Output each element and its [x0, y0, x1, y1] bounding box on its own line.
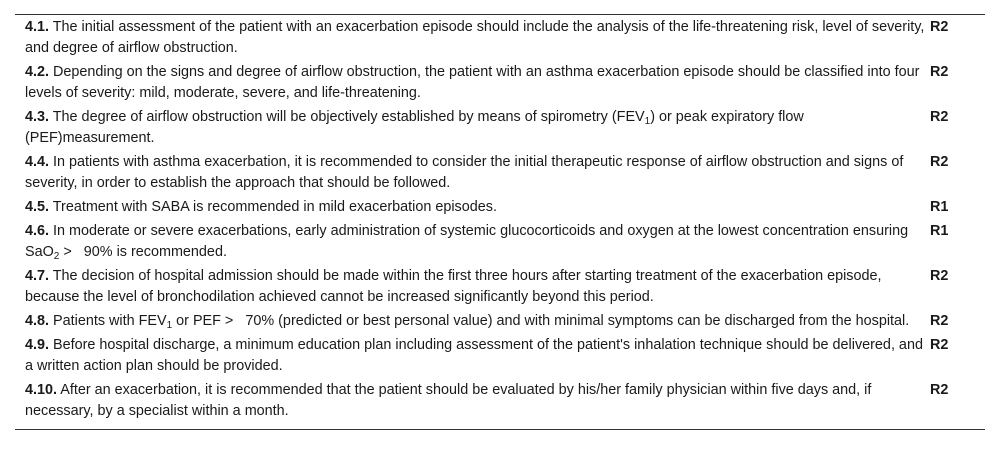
recommendation-number: 4.10.: [25, 382, 58, 398]
subscript: 1: [644, 116, 651, 127]
subscript: 2: [53, 251, 60, 262]
table-row: [15, 105, 990, 150]
recommendation-text: [15, 195, 925, 219]
recommendation-text: [15, 15, 925, 60]
recommendation-number: 4.2.: [25, 64, 50, 80]
recommendation-body: The degree of airflow obstruction will be objectively established by means of spirometry (FEV: [52, 109, 645, 125]
recommendation-number: 4.4.: [25, 154, 50, 170]
recommendation-number: 4.5.: [25, 199, 50, 215]
recommendation-grade: R1: [930, 223, 949, 239]
table-row: [15, 60, 990, 105]
recommendation-body: Before hospital discharge, a minimum education plan including assessment of the patient's inhalation technique should be delivered, and a written action plan should be provided.: [25, 337, 923, 374]
table-row: [15, 309, 990, 333]
recommendation-number: 4.1.: [25, 19, 50, 35]
recommendation-grade: R1: [930, 199, 949, 215]
recommendation-text: [15, 60, 925, 105]
table-row: [15, 378, 990, 423]
recommendation-text: [15, 378, 925, 423]
recommendation-body-end: 90% is recommended.: [83, 244, 227, 260]
subscript: 1: [166, 320, 173, 331]
table-row: [15, 264, 990, 309]
recommendation-grade: R2: [930, 337, 949, 353]
recommendations-table: [15, 14, 985, 430]
recommendation-number: 4.8.: [25, 313, 50, 329]
recommendation-grade: R2: [930, 19, 949, 35]
table-row: [15, 150, 990, 195]
recommendation-body: In patients with asthma exacerbation, it is recommended to consider the initial therapeutic response of airflow obstruction and signs of severity, in order to establish the approach that should be followed.: [25, 154, 904, 191]
recommendation-grade: R2: [930, 268, 949, 284]
recommendation-body: The decision of hospital admission should be made within the first three hours after starting treatment of the exacerbation episode, because the level of bronchodilation achieved cannot be increased significantly beyond this period.: [25, 268, 882, 305]
recommendation-text: [15, 333, 925, 378]
recommendation-text: [15, 264, 925, 309]
recommendation-body: Patients with FEV: [53, 313, 167, 329]
recommendation-body: Depending on the signs and degree of airflow obstruction, the patient with an asthma exacerbation episode should be classified into four levels of severity: mild, moderate, severe, and life-threatening.: [25, 64, 920, 101]
recommendation-body-cont: >: [59, 244, 72, 260]
recommendation-text: [15, 309, 925, 333]
recommendation-body-cont: ) or peak expiratory flow (PEF)measurement.: [25, 109, 804, 146]
table-row: [15, 15, 990, 60]
recommendation-body: Treatment with SABA is recommended in mild exacerbation episodes.: [52, 199, 497, 215]
recommendation-body: After an exacerbation, it is recommended that the patient should be evaluated by his/her family physician within five days and, if necessary, by a specialist within a month.: [25, 382, 872, 419]
table-row: [15, 333, 990, 378]
recommendations-grid: [15, 15, 990, 423]
recommendation-text: [15, 150, 925, 195]
recommendation-number: 4.7.: [25, 268, 50, 284]
recommendation-grade: R2: [930, 154, 949, 170]
table-row: [15, 219, 990, 264]
recommendation-number: 4.3.: [25, 109, 50, 125]
table-row: [15, 195, 990, 219]
recommendation-number: 4.9.: [25, 337, 50, 353]
recommendation-grade: R2: [930, 109, 949, 125]
recommendation-body-cont: or PEF >: [172, 313, 234, 329]
recommendation-grade: R2: [930, 64, 949, 80]
recommendation-grade: R2: [930, 313, 949, 329]
recommendation-body: The initial assessment of the patient with an exacerbation episode should include the analysis of the life-threatening risk, level of severity, and degree of airflow obstruction.: [25, 19, 925, 56]
recommendation-grade: R2: [930, 382, 949, 398]
recommendation-number: 4.6.: [25, 223, 50, 239]
recommendation-body: In moderate or severe exacerbations, early administration of systemic glucocorticoids and oxygen at the lowest concentration ensuring SaO: [25, 223, 909, 260]
recommendation-text: [15, 105, 925, 150]
table-bottom-rule: [15, 429, 985, 430]
recommendation-text: [15, 219, 925, 264]
recommendation-body-end: 70% (predicted or best personal value) and with minimal symptoms can be discharged from the hospital.: [245, 313, 910, 329]
